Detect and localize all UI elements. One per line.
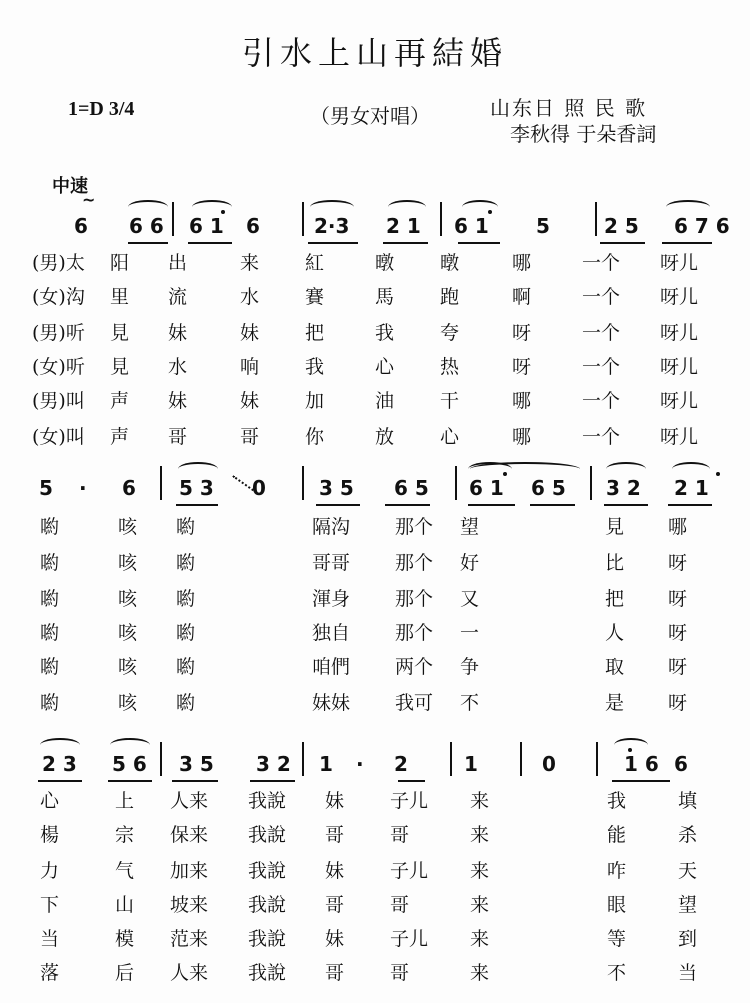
note: 2 bbox=[394, 752, 408, 776]
lyric-syllable: 气 bbox=[115, 860, 135, 882]
note: 6 6 bbox=[129, 214, 164, 238]
note: 3 2 bbox=[606, 476, 641, 500]
bar-line bbox=[590, 466, 592, 500]
lyric-syllable: 流 bbox=[168, 286, 188, 308]
note: 3 5 bbox=[319, 476, 354, 500]
bar-line bbox=[596, 742, 598, 776]
lyric-syllable: 哥哥 bbox=[312, 552, 351, 574]
lyric-syllable: (男)听 bbox=[32, 322, 85, 344]
lyric-syllable: 我說 bbox=[248, 962, 287, 984]
lyric-syllable: 哥 bbox=[325, 962, 345, 984]
lyric-syllable: 呀 bbox=[668, 588, 688, 610]
lyric-syllable: 夸 bbox=[440, 322, 460, 344]
lyric-syllable: 哥 bbox=[325, 824, 345, 846]
lyric-syllable: 落 bbox=[40, 962, 60, 984]
lyric-syllable: 阳 bbox=[110, 252, 130, 274]
beam-underline bbox=[38, 780, 82, 782]
lyric-syllable: 喲 bbox=[176, 692, 196, 714]
octave-dot bbox=[221, 210, 225, 214]
lyric-syllable: 加来 bbox=[170, 860, 209, 882]
slur-arc bbox=[672, 462, 710, 476]
slur-arc bbox=[666, 200, 710, 214]
beam-underline bbox=[458, 242, 500, 244]
note: 2 3 bbox=[42, 752, 77, 776]
bar-line bbox=[455, 466, 457, 500]
lyric-syllable: 妹 bbox=[240, 390, 260, 412]
note: 1 6 bbox=[624, 752, 659, 776]
lyric-syllable: 水 bbox=[240, 286, 260, 308]
beam-underline bbox=[604, 504, 648, 506]
lyric-syllable: 一个 bbox=[582, 252, 621, 274]
note: 3 2 bbox=[256, 752, 291, 776]
turn-ornament: ~ bbox=[82, 190, 96, 209]
lyric-syllable: 喲 bbox=[40, 656, 60, 678]
lyric-syllable: 那个 bbox=[395, 588, 434, 610]
lyric-syllable: 呀儿 bbox=[660, 252, 699, 274]
lyric-syllable: 楊 bbox=[40, 824, 60, 846]
lyric-syllable: (男)太 bbox=[32, 252, 85, 274]
lyric-syllable: 哪 bbox=[668, 516, 688, 538]
lyric-syllable: 妹 bbox=[168, 390, 188, 412]
lyric-syllable: 咳 bbox=[118, 622, 138, 644]
octave-dot bbox=[503, 472, 507, 476]
lyric-syllable: 賽 bbox=[305, 286, 325, 308]
note: 6 5 bbox=[531, 476, 566, 500]
note: 0 bbox=[542, 752, 556, 776]
lyricist-credit: 李秋得 于朵香詞 bbox=[510, 122, 657, 146]
beam-underline bbox=[530, 504, 575, 506]
lyric-syllable: 咳 bbox=[118, 588, 138, 610]
lyric-syllable: 子儿 bbox=[390, 928, 429, 950]
lyric-syllable: 喲 bbox=[40, 622, 60, 644]
note: 3 5 bbox=[179, 752, 214, 776]
lyric-syllable: 心 bbox=[375, 356, 395, 378]
lyric-syllable: 来 bbox=[470, 824, 490, 846]
lyric-syllable: 呀儿 bbox=[660, 322, 699, 344]
beam-underline bbox=[612, 780, 670, 782]
lyric-syllable: 呀 bbox=[512, 356, 532, 378]
note: 5 bbox=[536, 214, 550, 238]
lyric-syllable: 是 bbox=[605, 692, 625, 714]
bar-line bbox=[595, 202, 597, 236]
lyric-syllable: 上 bbox=[115, 790, 135, 812]
lyric-syllable: 隔沟 bbox=[312, 516, 351, 538]
lyric-syllable: 跑 bbox=[440, 286, 460, 308]
beam-underline bbox=[108, 780, 152, 782]
lyric-syllable: 見 bbox=[110, 356, 130, 378]
note: 2·3 bbox=[314, 214, 350, 238]
lyric-syllable: 不 bbox=[460, 692, 480, 714]
beam-underline bbox=[250, 780, 295, 782]
lyric-syllable: 紅 bbox=[305, 252, 325, 274]
lyric-syllable: 心 bbox=[440, 426, 460, 448]
note: 2 5 bbox=[604, 214, 639, 238]
lyric-syllable: 心 bbox=[40, 790, 60, 812]
note: 6 bbox=[246, 214, 260, 238]
lyric-syllable: 呀 bbox=[668, 692, 688, 714]
lyric-syllable: 范来 bbox=[170, 928, 209, 950]
note: 2 1 bbox=[386, 214, 421, 238]
lyric-syllable: 呀儿 bbox=[660, 390, 699, 412]
lyric-syllable: 望 bbox=[678, 894, 698, 916]
lyric-syllable: 妹 bbox=[325, 790, 345, 812]
beam-underline bbox=[600, 242, 645, 244]
lyric-syllable: 見 bbox=[605, 516, 625, 538]
note: · bbox=[79, 476, 87, 500]
slur-arc bbox=[388, 200, 426, 214]
note: 6 1 bbox=[189, 214, 224, 238]
lyric-syllable: 杀 bbox=[678, 824, 698, 846]
lyric-syllable: 我說 bbox=[248, 790, 287, 812]
lyric-syllable: 油 bbox=[375, 390, 395, 412]
lyric-syllable: 哪 bbox=[512, 390, 532, 412]
lyric-syllable: 下 bbox=[40, 894, 60, 916]
bar-line bbox=[172, 202, 174, 236]
lyric-syllable: 喲 bbox=[40, 552, 60, 574]
slur-arc bbox=[462, 200, 498, 214]
note: 2 1 bbox=[674, 476, 709, 500]
lyric-syllable: 出 bbox=[168, 252, 188, 274]
lyric-syllable: 水 bbox=[168, 356, 188, 378]
lyric-syllable: 取 bbox=[605, 656, 625, 678]
lyric-syllable: 那个 bbox=[395, 622, 434, 644]
beam-underline bbox=[468, 504, 515, 506]
bar-line bbox=[302, 202, 304, 236]
lyric-syllable: 我 bbox=[305, 356, 325, 378]
bar-line bbox=[160, 466, 162, 500]
note: 6 bbox=[122, 476, 136, 500]
lyric-syllable: 呀 bbox=[668, 552, 688, 574]
lyric-syllable: 暾 bbox=[375, 252, 395, 274]
lyric-syllable: 妹妹 bbox=[312, 692, 351, 714]
lyric-syllable: 坡来 bbox=[170, 894, 209, 916]
lyric-syllable: 哥 bbox=[390, 824, 410, 846]
lyric-syllable: 响 bbox=[240, 356, 260, 378]
beam-underline bbox=[316, 504, 360, 506]
slur-arc bbox=[606, 462, 646, 476]
note: 6 1 bbox=[454, 214, 489, 238]
lyric-syllable: 子儿 bbox=[390, 790, 429, 812]
lyric-syllable: 一个 bbox=[582, 286, 621, 308]
lyric-syllable: 哥 bbox=[325, 894, 345, 916]
lyric-syllable: 呀 bbox=[512, 322, 532, 344]
lyric-syllable: 喲 bbox=[176, 622, 196, 644]
bar-line bbox=[450, 742, 452, 776]
bar-line bbox=[160, 742, 162, 776]
note: 5 bbox=[39, 476, 53, 500]
lyric-syllable: 又 bbox=[460, 588, 480, 610]
bar-line bbox=[440, 202, 442, 236]
lyric-syllable: 咳 bbox=[118, 656, 138, 678]
lyric-syllable: 热 bbox=[440, 356, 460, 378]
lyric-syllable: 妹 bbox=[168, 322, 188, 344]
slur-arc bbox=[192, 200, 232, 214]
subtitle: （男女对唱） bbox=[310, 104, 430, 128]
origin-credit: 山东日 照 民 歌 bbox=[490, 96, 648, 120]
octave-dot bbox=[716, 472, 720, 476]
beam-underline bbox=[385, 504, 430, 506]
lyric-syllable: 来 bbox=[470, 962, 490, 984]
beam-underline bbox=[308, 242, 358, 244]
tempo-marking: 中速 bbox=[52, 176, 88, 197]
lyric-syllable: 声 bbox=[110, 390, 130, 412]
note: 1 bbox=[319, 752, 333, 776]
lyric-syllable: 咋 bbox=[607, 860, 627, 882]
lyric-syllable: 我可 bbox=[395, 692, 434, 714]
lyric-syllable: 等 bbox=[607, 928, 627, 950]
lyric-syllable: 喲 bbox=[176, 516, 196, 538]
octave-dot bbox=[628, 748, 632, 752]
note: 0 bbox=[252, 476, 266, 500]
lyric-syllable: 能 bbox=[607, 824, 627, 846]
lyric-syllable: 哪 bbox=[512, 426, 532, 448]
note: 6 1 bbox=[469, 476, 504, 500]
lyric-syllable: 呀儿 bbox=[660, 356, 699, 378]
lyric-syllable: 呀儿 bbox=[660, 286, 699, 308]
lyric-syllable: 喲 bbox=[176, 656, 196, 678]
bar-line bbox=[302, 742, 304, 776]
lyric-syllable: 望 bbox=[460, 516, 480, 538]
note: 6 7 6 bbox=[674, 214, 730, 238]
note: · bbox=[356, 752, 364, 776]
lyric-syllable: 我說 bbox=[248, 860, 287, 882]
note: 1 bbox=[464, 752, 478, 776]
note: 5 3 bbox=[179, 476, 214, 500]
lyric-syllable: 里 bbox=[110, 286, 130, 308]
octave-dot bbox=[488, 210, 492, 214]
lyric-syllable: 把 bbox=[605, 588, 625, 610]
lyric-syllable: 两个 bbox=[395, 656, 434, 678]
key-signature: 1=D 3/4 bbox=[68, 98, 135, 120]
lyric-syllable: 哥 bbox=[168, 426, 188, 448]
lyric-syllable: 来 bbox=[240, 252, 260, 274]
note: 6 bbox=[674, 752, 688, 776]
lyric-syllable: 你 bbox=[305, 426, 325, 448]
lyric-syllable: 后 bbox=[115, 962, 135, 984]
lyric-syllable: 呀 bbox=[668, 622, 688, 644]
lyric-syllable: 妹 bbox=[240, 322, 260, 344]
lyric-syllable: 哪 bbox=[512, 252, 532, 274]
bar-line bbox=[520, 742, 522, 776]
lyric-syllable: 填 bbox=[678, 790, 698, 812]
lyric-syllable: 放 bbox=[375, 426, 395, 448]
lyric-syllable: 哥 bbox=[390, 962, 410, 984]
lyric-syllable: 子儿 bbox=[390, 860, 429, 882]
beam-underline bbox=[668, 504, 712, 506]
beam-underline bbox=[128, 242, 168, 244]
lyric-syllable: 一个 bbox=[582, 322, 621, 344]
beam-underline bbox=[176, 504, 218, 506]
lyric-syllable: 那个 bbox=[395, 516, 434, 538]
lyric-syllable: 喲 bbox=[40, 516, 60, 538]
lyric-syllable: 独自 bbox=[312, 622, 351, 644]
lyric-syllable: 咳 bbox=[118, 516, 138, 538]
lyric-syllable: 那个 bbox=[395, 552, 434, 574]
lyric-syllable: 我 bbox=[375, 322, 395, 344]
slur-arc bbox=[310, 200, 354, 214]
lyric-syllable: 喲 bbox=[176, 588, 196, 610]
beam-underline bbox=[398, 780, 425, 782]
beam-underline bbox=[188, 242, 232, 244]
slur-arc bbox=[128, 200, 168, 214]
lyric-syllable: 啊 bbox=[512, 286, 532, 308]
lyric-syllable: 我 bbox=[607, 790, 627, 812]
lyric-syllable: 我說 bbox=[248, 928, 287, 950]
lyric-syllable: 干 bbox=[440, 390, 460, 412]
beam-underline bbox=[383, 242, 428, 244]
lyric-syllable: 人 bbox=[605, 622, 625, 644]
lyric-syllable: 天 bbox=[678, 860, 698, 882]
lyric-syllable: 咳 bbox=[118, 692, 138, 714]
lyric-syllable: 呀 bbox=[668, 656, 688, 678]
lyric-syllable: (男)叫 bbox=[32, 390, 85, 412]
lyric-syllable: 呀儿 bbox=[660, 426, 699, 448]
lyric-syllable: 一个 bbox=[582, 356, 621, 378]
lyric-syllable: 宗 bbox=[115, 824, 135, 846]
lyric-syllable: 咳 bbox=[118, 552, 138, 574]
glissando-mark bbox=[231, 475, 254, 493]
lyric-syllable: (女)沟 bbox=[32, 286, 85, 308]
slur-arc bbox=[40, 738, 80, 752]
lyric-syllable: 保来 bbox=[170, 824, 209, 846]
lyric-syllable: 力 bbox=[40, 860, 60, 882]
lyric-syllable: 妹 bbox=[325, 928, 345, 950]
lyric-syllable: 眼 bbox=[607, 894, 627, 916]
lyric-syllable: 妹 bbox=[325, 860, 345, 882]
lyric-syllable: 来 bbox=[470, 894, 490, 916]
bar-line bbox=[302, 466, 304, 500]
lyric-syllable: (女)叫 bbox=[32, 426, 85, 448]
lyric-syllable: 一个 bbox=[582, 426, 621, 448]
lyric-syllable: 一 bbox=[460, 622, 480, 644]
beam-underline bbox=[172, 780, 218, 782]
lyric-syllable: 一个 bbox=[582, 390, 621, 412]
lyric-syllable: 把 bbox=[305, 322, 325, 344]
lyric-syllable: 哥 bbox=[390, 894, 410, 916]
note: 5 6 bbox=[112, 752, 147, 776]
lyric-syllable: 喲 bbox=[40, 692, 60, 714]
lyric-syllable: 不 bbox=[607, 962, 627, 984]
lyric-syllable: 見 bbox=[110, 322, 130, 344]
lyric-syllable: 比 bbox=[605, 552, 625, 574]
slur-arc bbox=[110, 738, 150, 752]
lyric-syllable: 当 bbox=[678, 962, 698, 984]
beam-underline bbox=[662, 242, 712, 244]
lyric-syllable: 咱們 bbox=[312, 656, 351, 678]
lyric-syllable: 当 bbox=[40, 928, 60, 950]
song-title: 引水上山再結婚 bbox=[241, 34, 508, 72]
lyric-syllable: 哥 bbox=[240, 426, 260, 448]
slur-arc bbox=[178, 462, 218, 476]
lyric-syllable: 山 bbox=[115, 894, 135, 916]
lyric-syllable: 人来 bbox=[170, 962, 209, 984]
lyric-syllable: 馬 bbox=[375, 286, 395, 308]
lyric-syllable: 来 bbox=[470, 928, 490, 950]
note: 6 bbox=[74, 214, 88, 238]
lyric-syllable: 来 bbox=[470, 790, 490, 812]
lyric-syllable: 到 bbox=[678, 928, 698, 950]
lyric-syllable: 喲 bbox=[176, 552, 196, 574]
note: 6 5 bbox=[394, 476, 429, 500]
lyric-syllable: 喲 bbox=[40, 588, 60, 610]
lyric-syllable: 加 bbox=[305, 390, 325, 412]
lyric-syllable: 来 bbox=[470, 860, 490, 882]
lyric-syllable: 好 bbox=[460, 552, 480, 574]
lyric-syllable: 人来 bbox=[170, 790, 209, 812]
lyric-syllable: 模 bbox=[115, 928, 135, 950]
lyric-syllable: 渾身 bbox=[312, 588, 351, 610]
lyric-syllable: 争 bbox=[460, 656, 480, 678]
slur-arc bbox=[470, 462, 580, 476]
lyric-syllable: 我說 bbox=[248, 824, 287, 846]
lyric-syllable: 声 bbox=[110, 426, 130, 448]
lyric-syllable: 我說 bbox=[248, 894, 287, 916]
lyric-syllable: (女)听 bbox=[32, 356, 85, 378]
lyric-syllable: 暾 bbox=[440, 252, 460, 274]
